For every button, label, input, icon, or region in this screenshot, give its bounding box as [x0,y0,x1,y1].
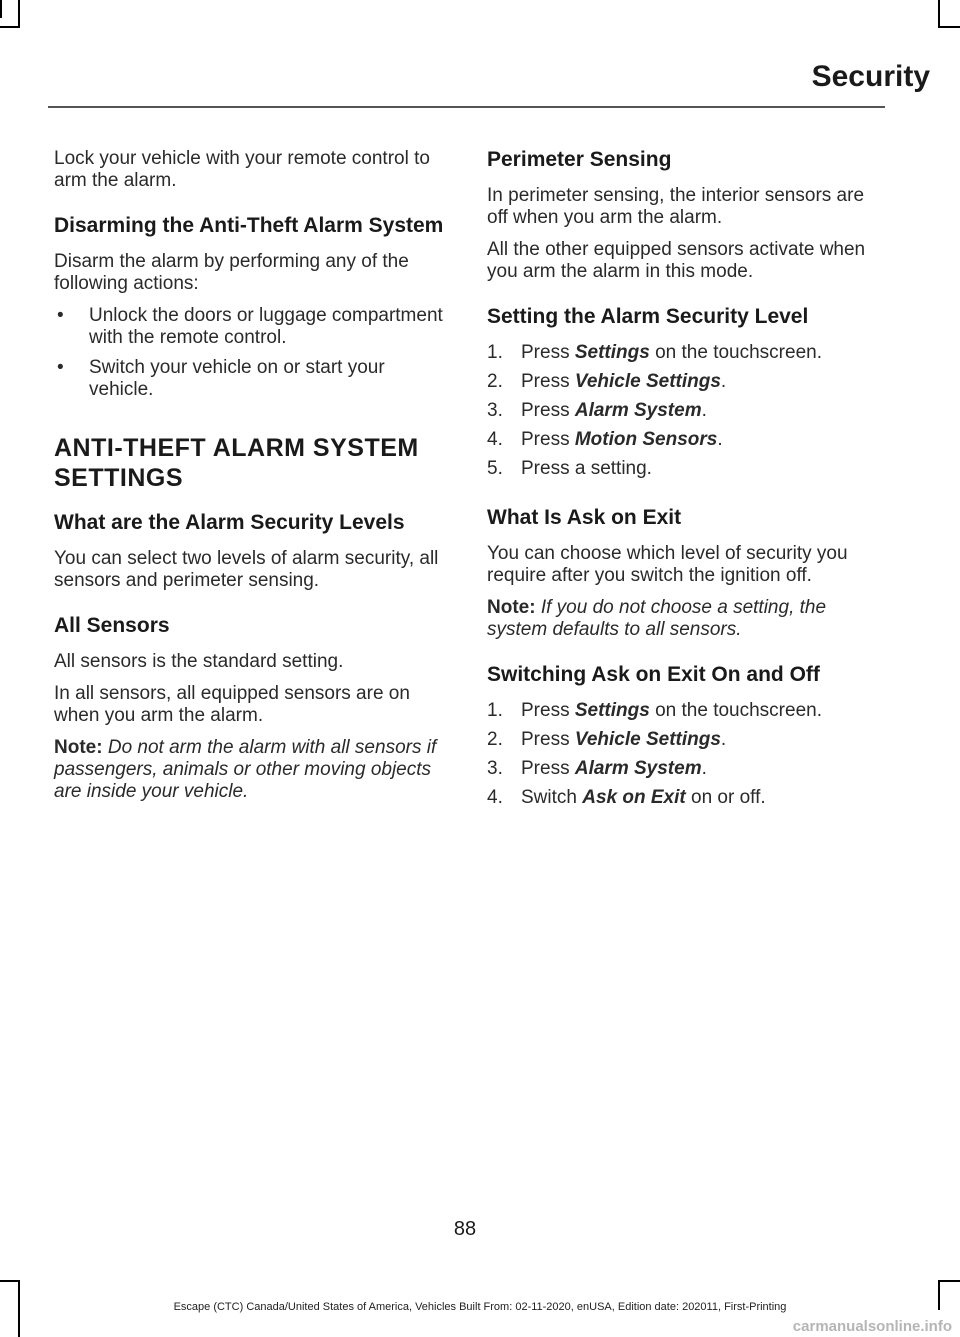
levels-heading: What are the Alarm Security Levels [54,511,405,534]
list-item: • Switch your vehicle on or start your vehicle. [57,357,385,400]
list-item: 1. Press Settings on the touchscreen. [487,342,822,363]
perimeter-text: In perimeter sensing, the interior sensors are off when you arm the alarm. [487,185,865,228]
switching-heading: Switching Ask on Exit On and Off [487,663,820,686]
bullet-icon: • [57,357,64,378]
page-title: Security [811,60,930,93]
crop-mark [0,26,20,28]
ask-heading: What Is Ask on Exit [487,506,682,529]
note-text: If you do not choose a setting, the system defaults to all sensors. [487,597,827,640]
list-item: 4. Switch Ask on Exit on or off. [487,787,766,808]
page-number: 88 [453,1218,477,1240]
note-text: Do not arm the alarm with all sensors if passengers, animals or other moving objects are inside your vehicle. [54,737,437,802]
disarm-list [54,305,450,401]
note-label: Note: [487,597,536,618]
footer-text: Escape (CTC) Canada/United States of America, Vehicles Built From: 02-11-2020, enUSA, Edition date: 202011, First-Printing [173,1301,787,1313]
list-item: 5. Press a setting. [487,458,652,479]
note-label: Note: [54,737,103,758]
header-divider [48,106,885,108]
right-column [487,148,883,823]
setting-steps [487,342,883,480]
perimeter-heading: Perimeter Sensing [487,148,672,171]
list-item: • Unlock the doors or luggage compartment with the remote control. [57,305,443,348]
all-sensors-text: All sensors is the standard setting. [54,651,344,672]
note [54,737,450,803]
all-sensors-heading: All Sensors [54,614,170,637]
all-sensors-text: In all sensors, all equipped sensors are on when you arm the alarm. [54,683,410,726]
crop-mark [18,0,20,26]
crop-mark [938,26,960,28]
watermark: carmanualsonline.info [792,1318,952,1335]
left-column [54,148,450,813]
crop-mark [0,1280,20,1282]
list-item: 3. Press Alarm System. [487,400,707,421]
perimeter-text: All the other equipped sensors activate when you arm the alarm in this mode. [487,239,866,282]
switching-steps [487,700,883,809]
levels-text: You can select two levels of alarm security, all sensors and perimeter sensing. [54,548,439,591]
list-item: 4. Press Motion Sensors. [487,429,723,450]
crop-mark [938,0,940,26]
note [487,597,883,641]
section-heading: ANTI-THEFT ALARM SYSTEM SETTINGS [54,434,419,492]
list-item: 3. Press Alarm System. [487,758,707,779]
crop-mark [0,0,2,18]
setting-heading: Setting the Alarm Security Level [487,305,809,328]
crop-mark [938,1280,960,1282]
list-item: 1. Press Settings on the touchscreen. [487,700,822,721]
disarming-text: Disarm the alarm by performing any of the following actions: [54,251,409,294]
disarming-heading: Disarming the Anti-Theft Alarm System [54,214,444,237]
intro-text: Lock your vehicle with your remote control to arm the alarm. [54,148,430,191]
list-item: 2. Press Vehicle Settings. [487,371,727,392]
ask-text: You can choose which level of security you require after you switch the ignition off. [487,543,848,586]
bullet-icon: • [57,305,64,326]
list-item: 2. Press Vehicle Settings. [487,729,727,750]
